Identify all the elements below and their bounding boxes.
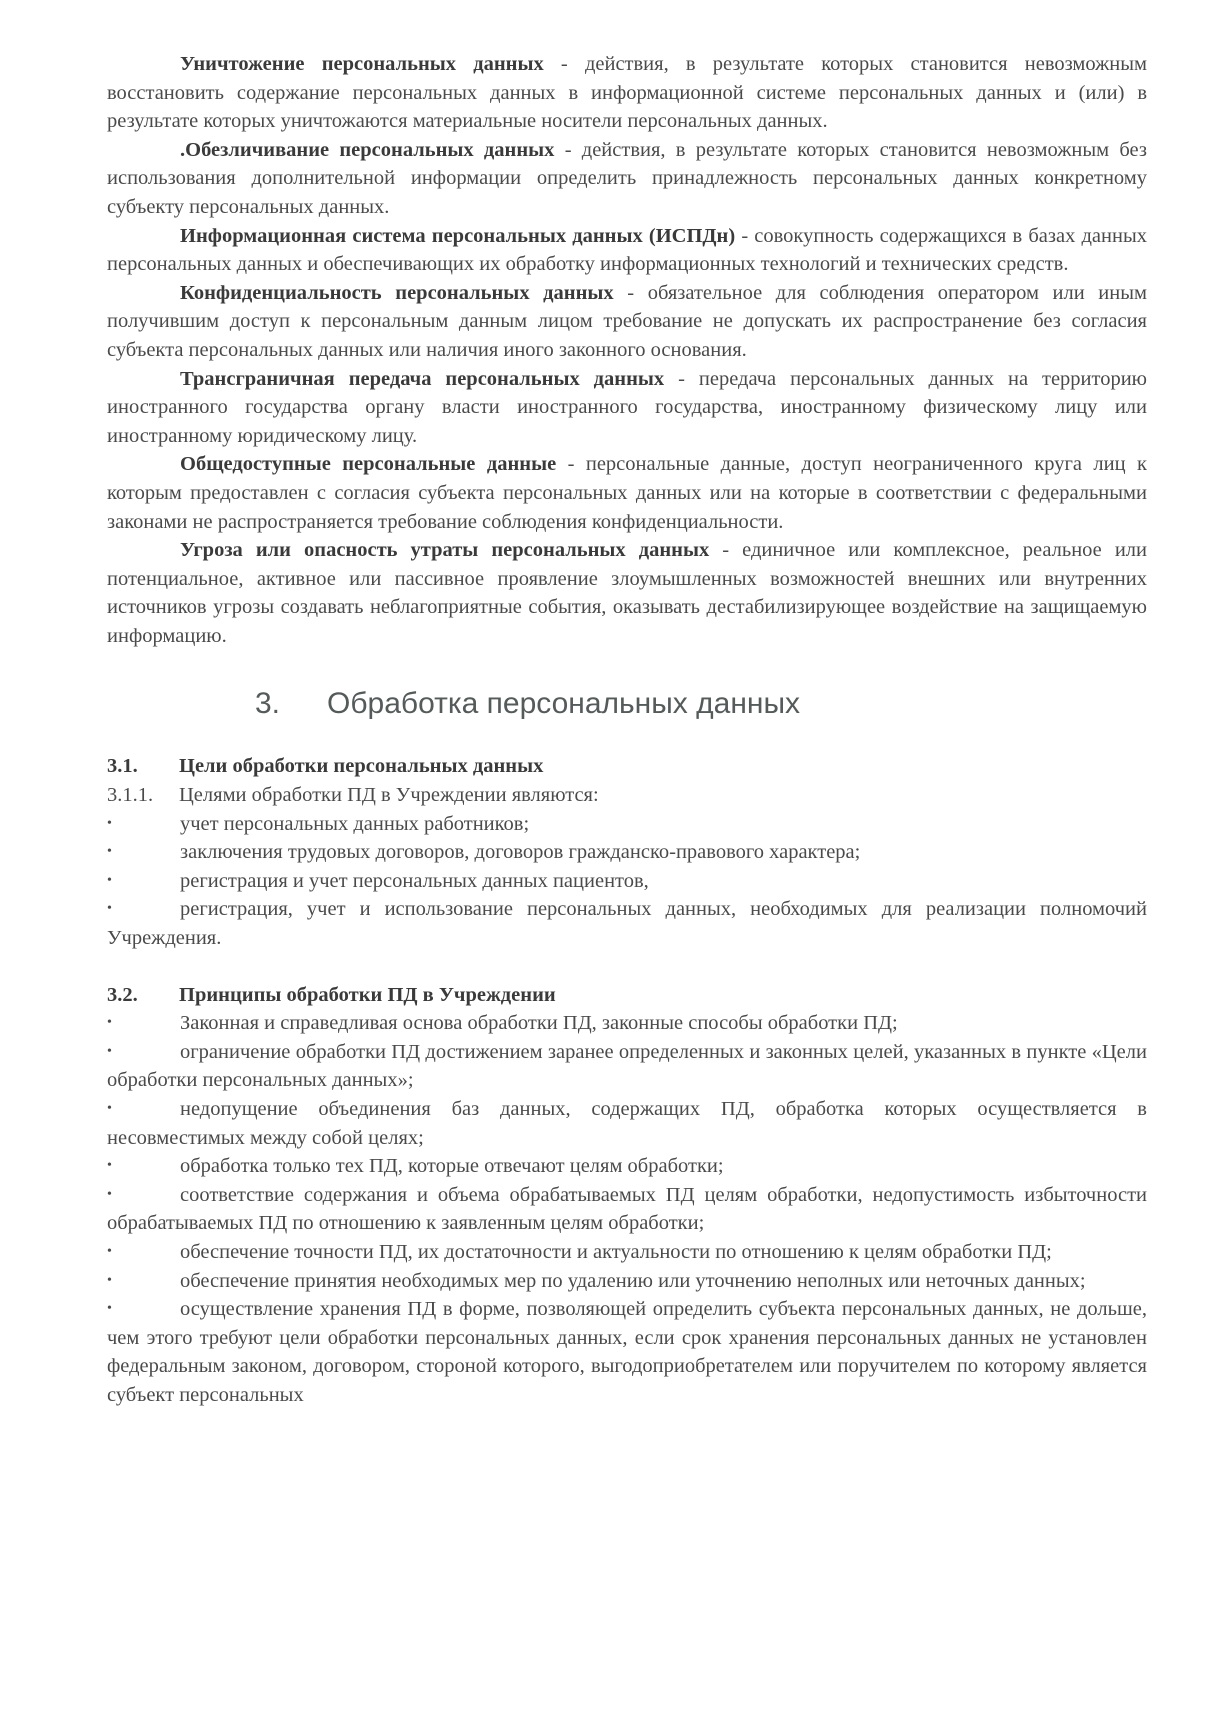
list-item-text: регистрация и учет персональных данных пациентов, <box>180 869 649 892</box>
list-item-text: недопущение объединения баз данных, содержащих ПД, обработка которых осуществляется в несовместимых между собой целях; <box>107 1098 1147 1149</box>
definition-term: .Обезличивание персональных данных <box>180 138 555 161</box>
list-item-text: Законная и справедливая основа обработки ПД, законные способы обработки ПД; <box>180 1012 898 1035</box>
bullet-icon: • <box>107 1186 112 1202</box>
definition-threat <box>107 536 1147 650</box>
definition-term: Уничтожение персональных данных <box>180 53 544 75</box>
list-item <box>107 867 1147 896</box>
definition-public-data <box>107 450 1147 536</box>
bullet-icon: • <box>107 1301 112 1317</box>
definition-ispdn <box>107 222 1147 279</box>
list-item-text: обработка только тех ПД, которые отвечают целям обработки; <box>180 1155 724 1178</box>
list-item-text: заключения трудовых договоров, договоров гражданско-правового характера; <box>180 841 861 864</box>
list-item <box>107 838 1147 867</box>
list-item <box>107 1181 1147 1238</box>
list-item-text: ограничение обработки ПД достижением заранее определенных и законных целей, указанных в пункте «Цели обработки персональных данных»; <box>107 1040 1147 1092</box>
clause-text: Целями обработки ПД в Учреждении являются: <box>179 784 599 807</box>
definition-term: Информационная система персональных данных (ИСПДн) <box>180 224 736 247</box>
definition-text: - передача персональных данных на территорию иностранного государства органу власти иностранного государства, иностранному физическому лицу или иностранному юридическому лицу. <box>107 367 1147 447</box>
list-item <box>107 1295 1147 1409</box>
document-page <box>107 50 1147 1410</box>
section-number: 3. <box>255 687 281 721</box>
bullet-icon: • <box>107 1243 112 1259</box>
clause-3-1-1 <box>107 781 1147 810</box>
list-item <box>107 1009 1147 1038</box>
bullet-icon: • <box>107 872 112 888</box>
list-item <box>107 1267 1147 1296</box>
subsection-number: 3.1. <box>107 755 138 778</box>
definition-text: - обязательное для соблюдения оператором или иным получившим доступ к персональным данным лицом требование не допускать их распространение без согласия субъекта персональных данных или наличия иного законного основания. <box>107 281 1147 361</box>
list-item <box>107 1095 1147 1152</box>
bullet-icon: • <box>107 844 112 860</box>
definition-cross-border <box>107 365 1147 451</box>
definition-depersonalization <box>107 136 1147 222</box>
subsection-title: Цели обработки персональных данных <box>179 755 544 778</box>
list-item <box>107 1152 1147 1181</box>
bullet-icon: • <box>107 1158 112 1174</box>
list-item-text: учет персональных данных работников; <box>180 812 530 835</box>
definition-text: - совокупность содержащихся в базах данных персональных данных и обеспечивающих их обработку информационных технологий и технических средств. <box>107 224 1147 276</box>
definition-text: - единичное или комплексное, реальное или потенциальное, активное или пассивное проявление злоумышленных возможностей внешних или внутренних источников угрозы создавать неблагоприятные события, оказывать дестабилизирующее воздействие на защищаемую информацию. <box>107 539 1147 647</box>
definition-term: Угроза или опасность утраты персональных данных <box>180 539 710 562</box>
bullet-icon: • <box>107 1272 112 1288</box>
definition-destruction <box>107 50 1147 136</box>
section-heading <box>107 686 1147 722</box>
definition-term: Общедоступные персональные данные <box>180 453 557 476</box>
subsection-heading <box>107 752 1147 781</box>
definition-term: Трансграничная передача персональных данных <box>180 367 665 390</box>
subsection-title: Принципы обработки ПД в Учреждении <box>179 983 556 1006</box>
list-item <box>107 1238 1147 1267</box>
definitions <box>107 50 1147 650</box>
list-item <box>107 810 1147 839</box>
list-item-text: обеспечение точности ПД, их достаточности и актуальности по отношению к целям обработки ПД; <box>180 1240 1052 1263</box>
bullet-icon: • <box>107 815 112 831</box>
list-item-text: соответствие содержания и объема обрабатываемых ПД целям обработки, недопустимость избыточности обрабатываемых ПД по отношению к заявленным целям обработки; <box>107 1183 1147 1235</box>
definition-text: - действия, в результате которых становится невозможным без использования дополнительной информации определить принадлежность персональных данных конкретному субъекту персональных данных. <box>107 138 1147 218</box>
subsection-3-2 <box>107 981 1147 1410</box>
bullet-icon: • <box>107 1015 112 1031</box>
subsection-number: 3.2. <box>107 983 138 1006</box>
list-item <box>107 1038 1147 1095</box>
list-item-text: осуществление хранения ПД в форме, позволяющей определить субъекта персональных данных, не дольше, чем этого требуют цели обработки персональных данных, если срок хранения персональных данных не установлен федеральным законом, договором, стороной которого, выгодоприобретателем или поручителем по которому является субъект персональных <box>107 1298 1147 1406</box>
bullet-icon: • <box>107 1101 112 1116</box>
definition-text: - действия, в результате которых становится невозможным восстановить содержание персональных данных в информационной системе персональных данных и (или) в результате которых уничтожаются материальные носители персональных данных. <box>107 53 1148 133</box>
subsection-3-1 <box>107 752 1147 952</box>
clause-number: 3.1.1. <box>107 784 154 807</box>
subsection-heading <box>107 981 1147 1010</box>
bullet-icon: • <box>107 1043 112 1059</box>
definition-text: - персональные данные, доступ неограниченного круга лиц к которым предоставлен с согласия субъекта персональных данных или на которые в соответствии с федеральными законами не распространяется требование соблюдения конфиденциальности. <box>107 453 1147 533</box>
definition-confidentiality <box>107 279 1147 365</box>
list-item-text: регистрация, учет и использование персональных данных, необходимых для реализации полномочий Учреждения. <box>107 898 1147 950</box>
list-item-text: обеспечение принятия необходимых мер по удалению или уточнению неполных или неточных данных; <box>180 1269 1086 1292</box>
list-item <box>107 895 1147 952</box>
definition-term: Конфиденциальность персональных данных <box>180 281 614 304</box>
section-title: Обработка персональных данных <box>327 687 801 721</box>
bullet-icon: • <box>107 901 112 917</box>
